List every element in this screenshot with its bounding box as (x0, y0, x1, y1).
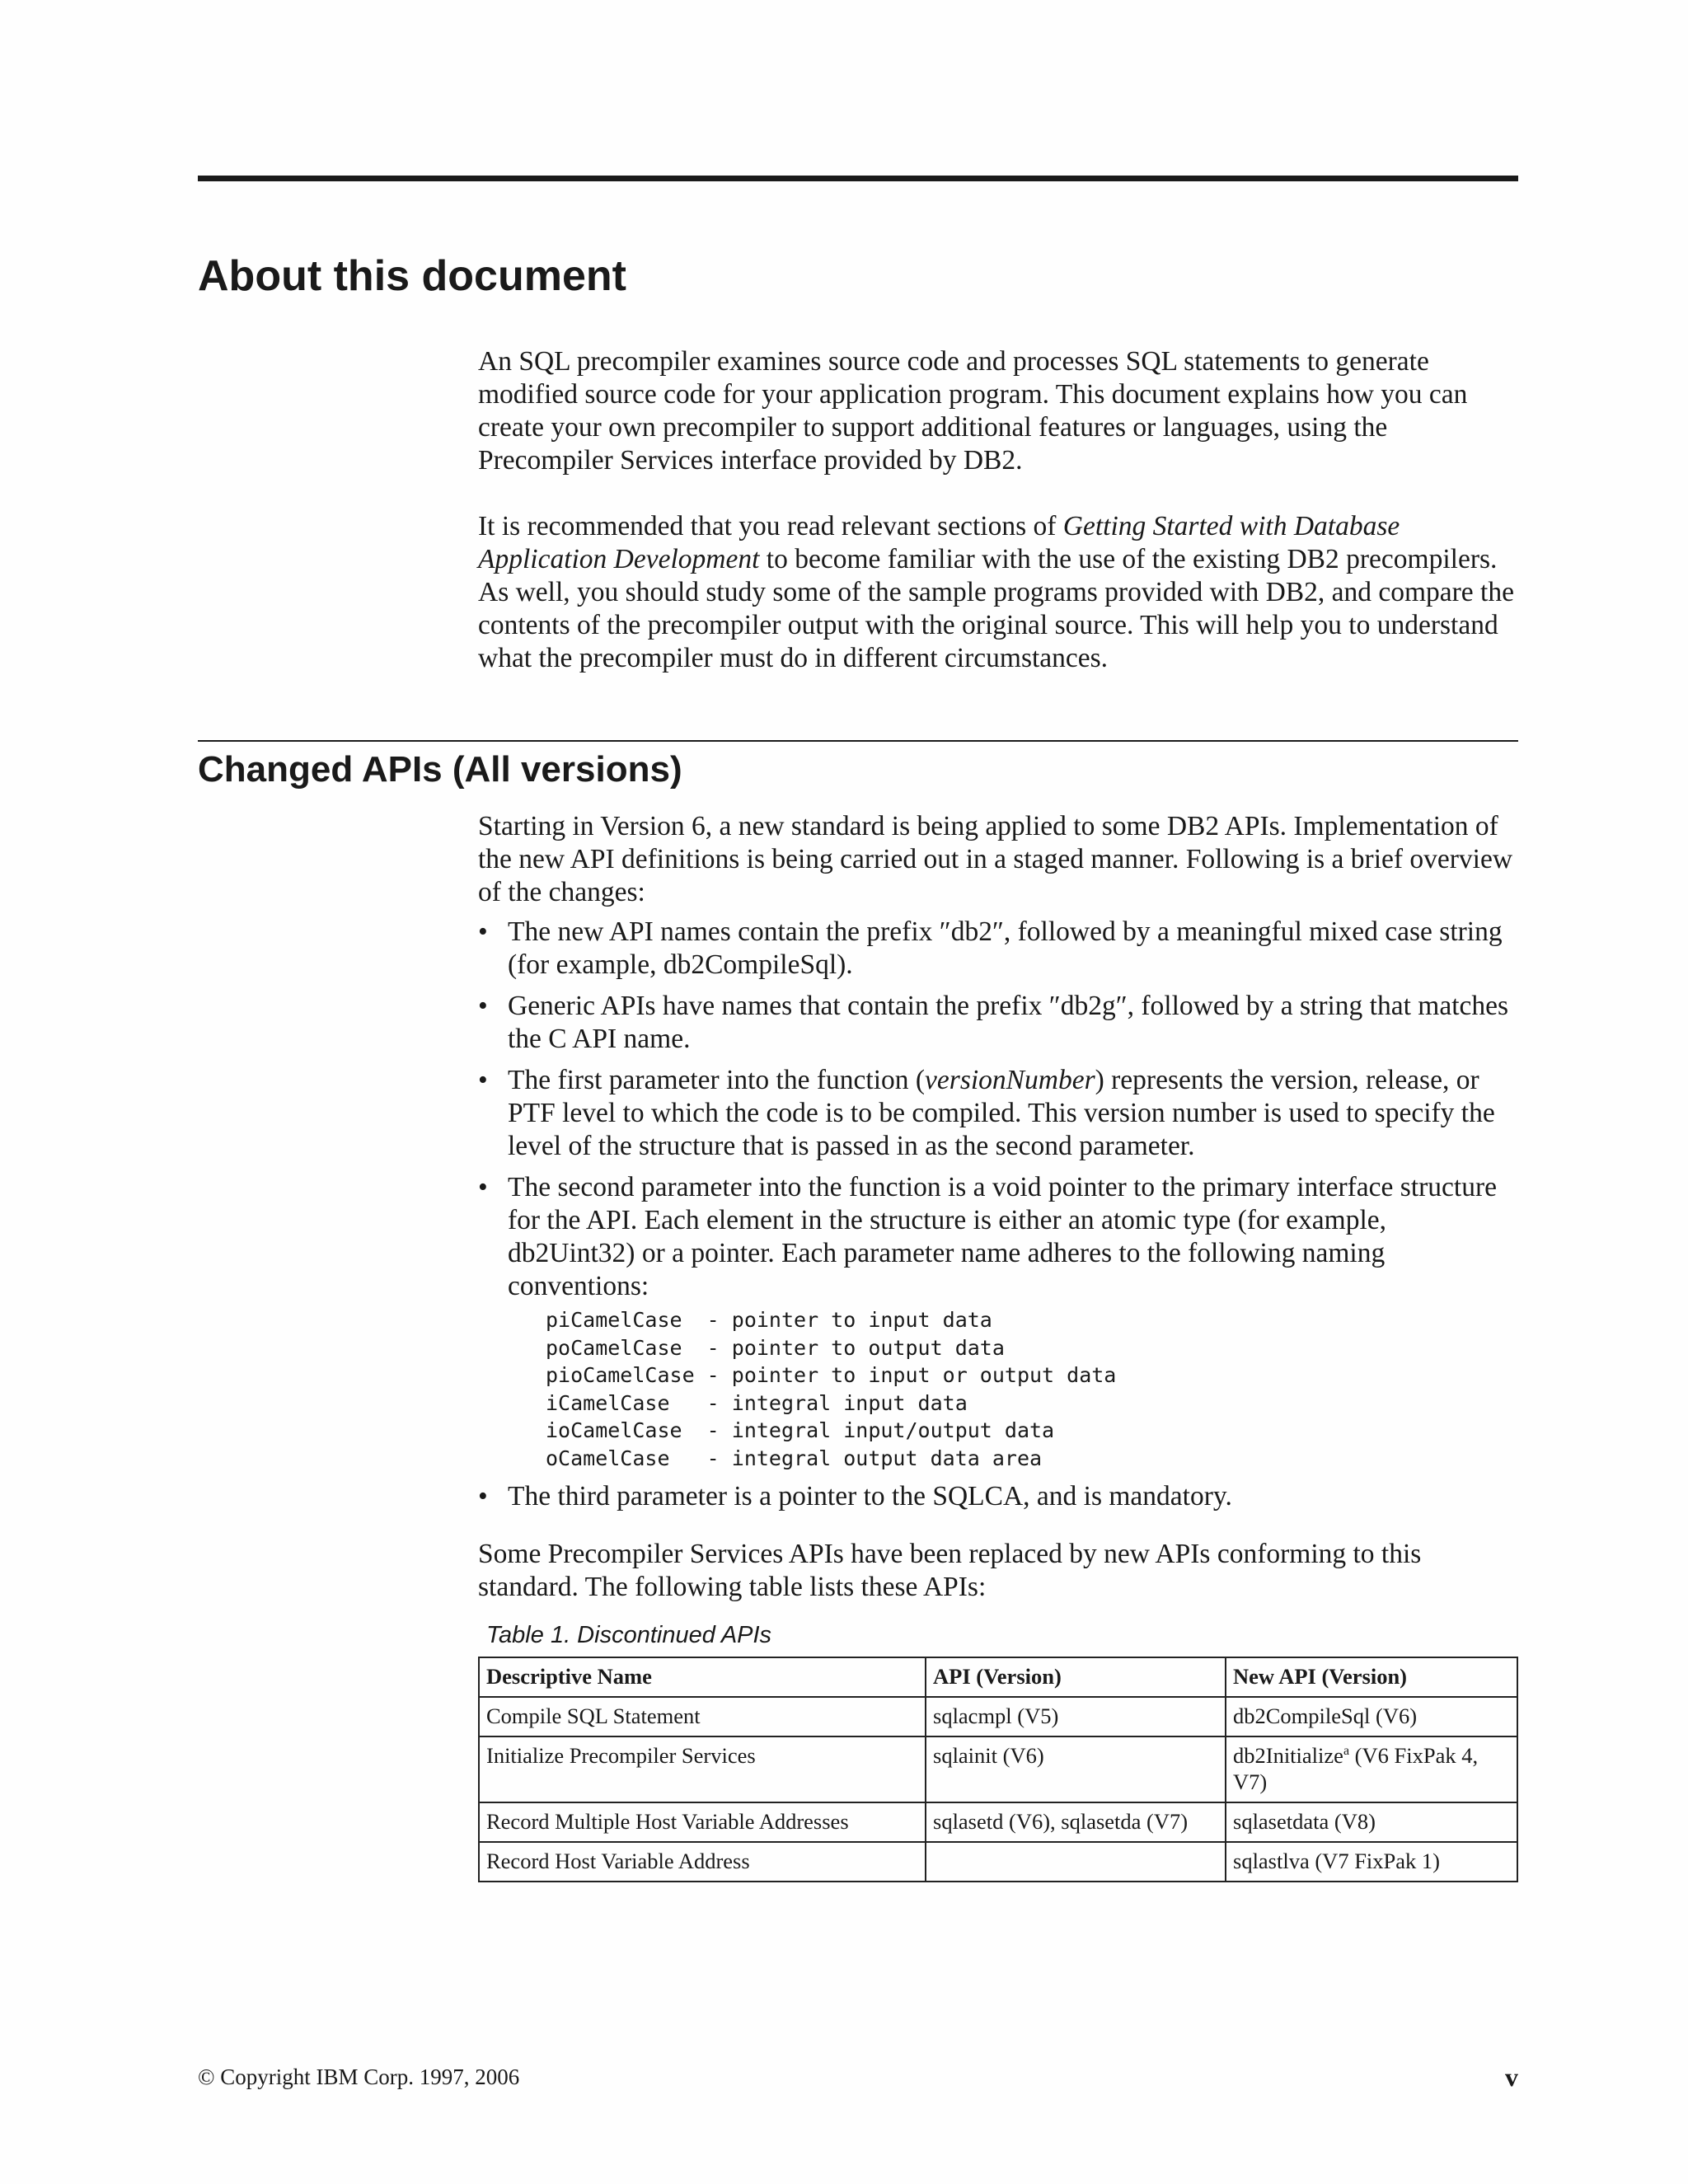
section-heading: Changed APIs (All versions) (198, 749, 682, 790)
table-cell: db2CompileSql (V6) (1226, 1697, 1517, 1736)
bullet-dot: • (478, 1481, 488, 1511)
table-cell: sqlasetdata (V8) (1226, 1802, 1517, 1842)
table-cell: Compile SQL Statement (479, 1697, 926, 1736)
list-item (478, 1480, 1518, 1513)
table-row (479, 1802, 1517, 1842)
bullet-dot: • (478, 916, 488, 947)
list-item-text: Generic APIs have names that contain the prefix ″db2g″, followed by a string that matches the C API name. (508, 991, 1509, 1054)
table-cell: sqlacmpl (V5) (926, 1697, 1226, 1736)
discontinued-apis-table (478, 1657, 1518, 1882)
intro-p2-text-end: to become familiar with the use of the existing DB2 precompilers. As well, you should study some of the sample programs provided with DB2, and compare the contents of the precompiler output with the original source. This will help you to understand what the precompiler must do in different circumstances. (478, 544, 1514, 673)
column-header: New API (Version) (1226, 1657, 1517, 1697)
intro-paragraph-2 (478, 510, 1518, 675)
bullet-dot: • (478, 1065, 488, 1095)
bullet-dot: • (478, 1172, 488, 1202)
section-rule (198, 740, 1518, 742)
list-item-text: The second parameter into the function is a void pointer to the primary interface structure for the API. Each element in the structure is either an atomic type (for example, db2Uint32) or a pointer. Each parameter name adheres to the following naming conventions: (508, 1172, 1497, 1301)
code-line: piCamelCase - pointer to input data (546, 1308, 992, 1332)
list-item-text: The third parameter is a pointer to the SQLCA, and is mandatory. (508, 1481, 1232, 1511)
table-cell: Record Multiple Host Variable Addresses (479, 1802, 926, 1842)
list-item-text: The new API names contain the prefix ″db2″, followed by a meaningful mixed case string (for example, db2CompileSql). (508, 916, 1503, 980)
footnote-marker: a (1343, 1744, 1350, 1759)
code-line: pioCamelCase - pointer to input or output data (546, 1363, 1117, 1387)
table-cell (926, 1842, 1226, 1882)
page-title: About this document (198, 252, 626, 300)
table-row (479, 1842, 1517, 1882)
code-line: oCamelCase - integral output data area (546, 1446, 1043, 1470)
bullet-dot: • (478, 991, 488, 1021)
changed-apis-section (478, 810, 1518, 1882)
cell-text-end: (V6 FixPak 4, V7) (1233, 1743, 1479, 1794)
list-item-text-end: ) represents the version, release, or PTF level to which the code is to be compiled. This version number is used to specify the level of the structure that is passed in as the second parameter. (508, 1065, 1495, 1161)
list-item (478, 990, 1518, 1056)
table-cell: sqlastlva (V7 FixPak 1) (1226, 1842, 1517, 1882)
table-caption: Table 1. Discontinued APIs (486, 1622, 772, 1648)
code-line: ioCamelCase - integral input/output data (546, 1418, 1055, 1442)
table-cell (1226, 1736, 1517, 1802)
column-header: API (Version) (926, 1657, 1226, 1697)
list-item-text: The first parameter into the function ( (508, 1065, 926, 1095)
table-row (479, 1736, 1517, 1802)
page-number: v (1505, 2062, 1518, 2092)
table-cell: Initialize Precompiler Services (479, 1736, 926, 1802)
intro-p2-text: It is recommended that you read relevant sections of (478, 511, 1063, 541)
page-footer (198, 2063, 1518, 2091)
column-header: Descriptive Name (479, 1657, 926, 1697)
table-row (479, 1697, 1517, 1736)
list-item (478, 1064, 1518, 1163)
table-cell: sqlasetd (V6), sqlasetda (V7) (926, 1802, 1226, 1842)
table-cell: Record Host Variable Address (479, 1842, 926, 1882)
list-item (478, 1171, 1518, 1472)
table-cell: sqlainit (V6) (926, 1736, 1226, 1802)
naming-conventions-code (546, 1306, 1518, 1472)
code-line: iCamelCase - integral input data (546, 1390, 968, 1415)
intro-paragraph-1: An SQL precompiler examines source code and processes SQL statements to generate modified source code for your application program. This document explains how you can create your own precompiler to support additional features or languages, using the Precompiler Services interface provided by DB2. (478, 346, 1468, 476)
parameter-name: versionNumber (925, 1065, 1095, 1095)
table-intro: Some Precompiler Services APIs have been replaced by new APIs conforming to this standard. The following table lists these APIs: (478, 1539, 1422, 1602)
top-rule (198, 176, 1518, 181)
bullet-list (478, 916, 1518, 1513)
cell-text: db2Initialize (1233, 1743, 1343, 1768)
list-item (478, 916, 1518, 982)
copyright-notice: © Copyright IBM Corp. 1997, 2006 (198, 2064, 520, 2089)
table-header-row (479, 1657, 1517, 1697)
code-line: poCamelCase - pointer to output data (546, 1335, 1005, 1360)
section-lead: Starting in Version 6, a new standard is being applied to some DB2 APIs. Implementation of the new API definitions is being carried out in a staged manner. Following is a brief overview of the changes: (478, 811, 1513, 907)
intro-section (478, 345, 1518, 675)
book-title: Getting Started with Database Application Development (478, 511, 1400, 574)
